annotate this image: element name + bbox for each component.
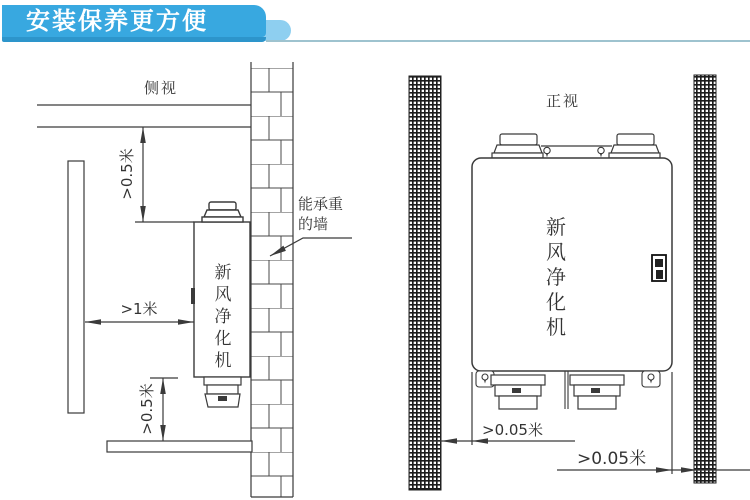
left-wall-gap-value: >0.05米 (482, 421, 543, 439)
top-duct-left (492, 134, 543, 158)
svg-text:机: 机 (546, 315, 566, 339)
brick-wall (251, 62, 293, 497)
duct-divider (565, 371, 568, 409)
svg-text:新: 新 (214, 263, 232, 283)
svg-text:净: 净 (214, 307, 232, 327)
device-label-front (546, 215, 566, 339)
mounting-keyhole-top-left (544, 147, 550, 157)
svg-text:风: 风 (214, 285, 232, 305)
top-clearance-value: >0.5米 (118, 148, 136, 200)
front-view-label: 正视 (545, 92, 581, 110)
dimension-top-clearance (135, 127, 194, 222)
side-latch (191, 288, 195, 304)
wall-note-line2: 的墙 (298, 215, 329, 233)
bottom-clearance-value: >0.5米 (138, 383, 156, 435)
device-label-side (215, 263, 232, 371)
device-front (472, 134, 672, 409)
ceiling-lines (37, 105, 251, 127)
top-duct-right (609, 134, 660, 158)
mounting-keyhole-top-right (598, 147, 604, 157)
concrete-wall-left (409, 76, 441, 490)
side-view-label: 侧视 (143, 79, 179, 97)
svg-text:机: 机 (214, 351, 232, 371)
svg-text:化: 化 (546, 290, 566, 314)
dimension-side-clearance (85, 319, 194, 325)
side-clearance-value: >1米 (120, 300, 158, 318)
side-view-diagram (37, 62, 352, 497)
power-switch (652, 255, 666, 281)
svg-text:风: 风 (546, 240, 566, 264)
right-wall-gap-value: >0.05米 (577, 449, 647, 469)
bottom-duct-front-right (570, 375, 624, 409)
svg-text:化: 化 (214, 329, 232, 349)
page-title: 安装保养更方便 (26, 7, 208, 35)
cabinet-bar (68, 161, 84, 413)
front-view-diagram (409, 75, 750, 490)
mounting-tab-bottom-right (642, 371, 660, 387)
concrete-wall-right (694, 75, 716, 483)
bottom-duct-front-left (491, 375, 545, 409)
bottom-duct-side (204, 377, 241, 407)
svg-text:净: 净 (546, 265, 566, 289)
svg-text:新: 新 (546, 215, 566, 239)
shelf-board (107, 441, 252, 452)
wall-note-line1: 能承重 (298, 195, 344, 213)
